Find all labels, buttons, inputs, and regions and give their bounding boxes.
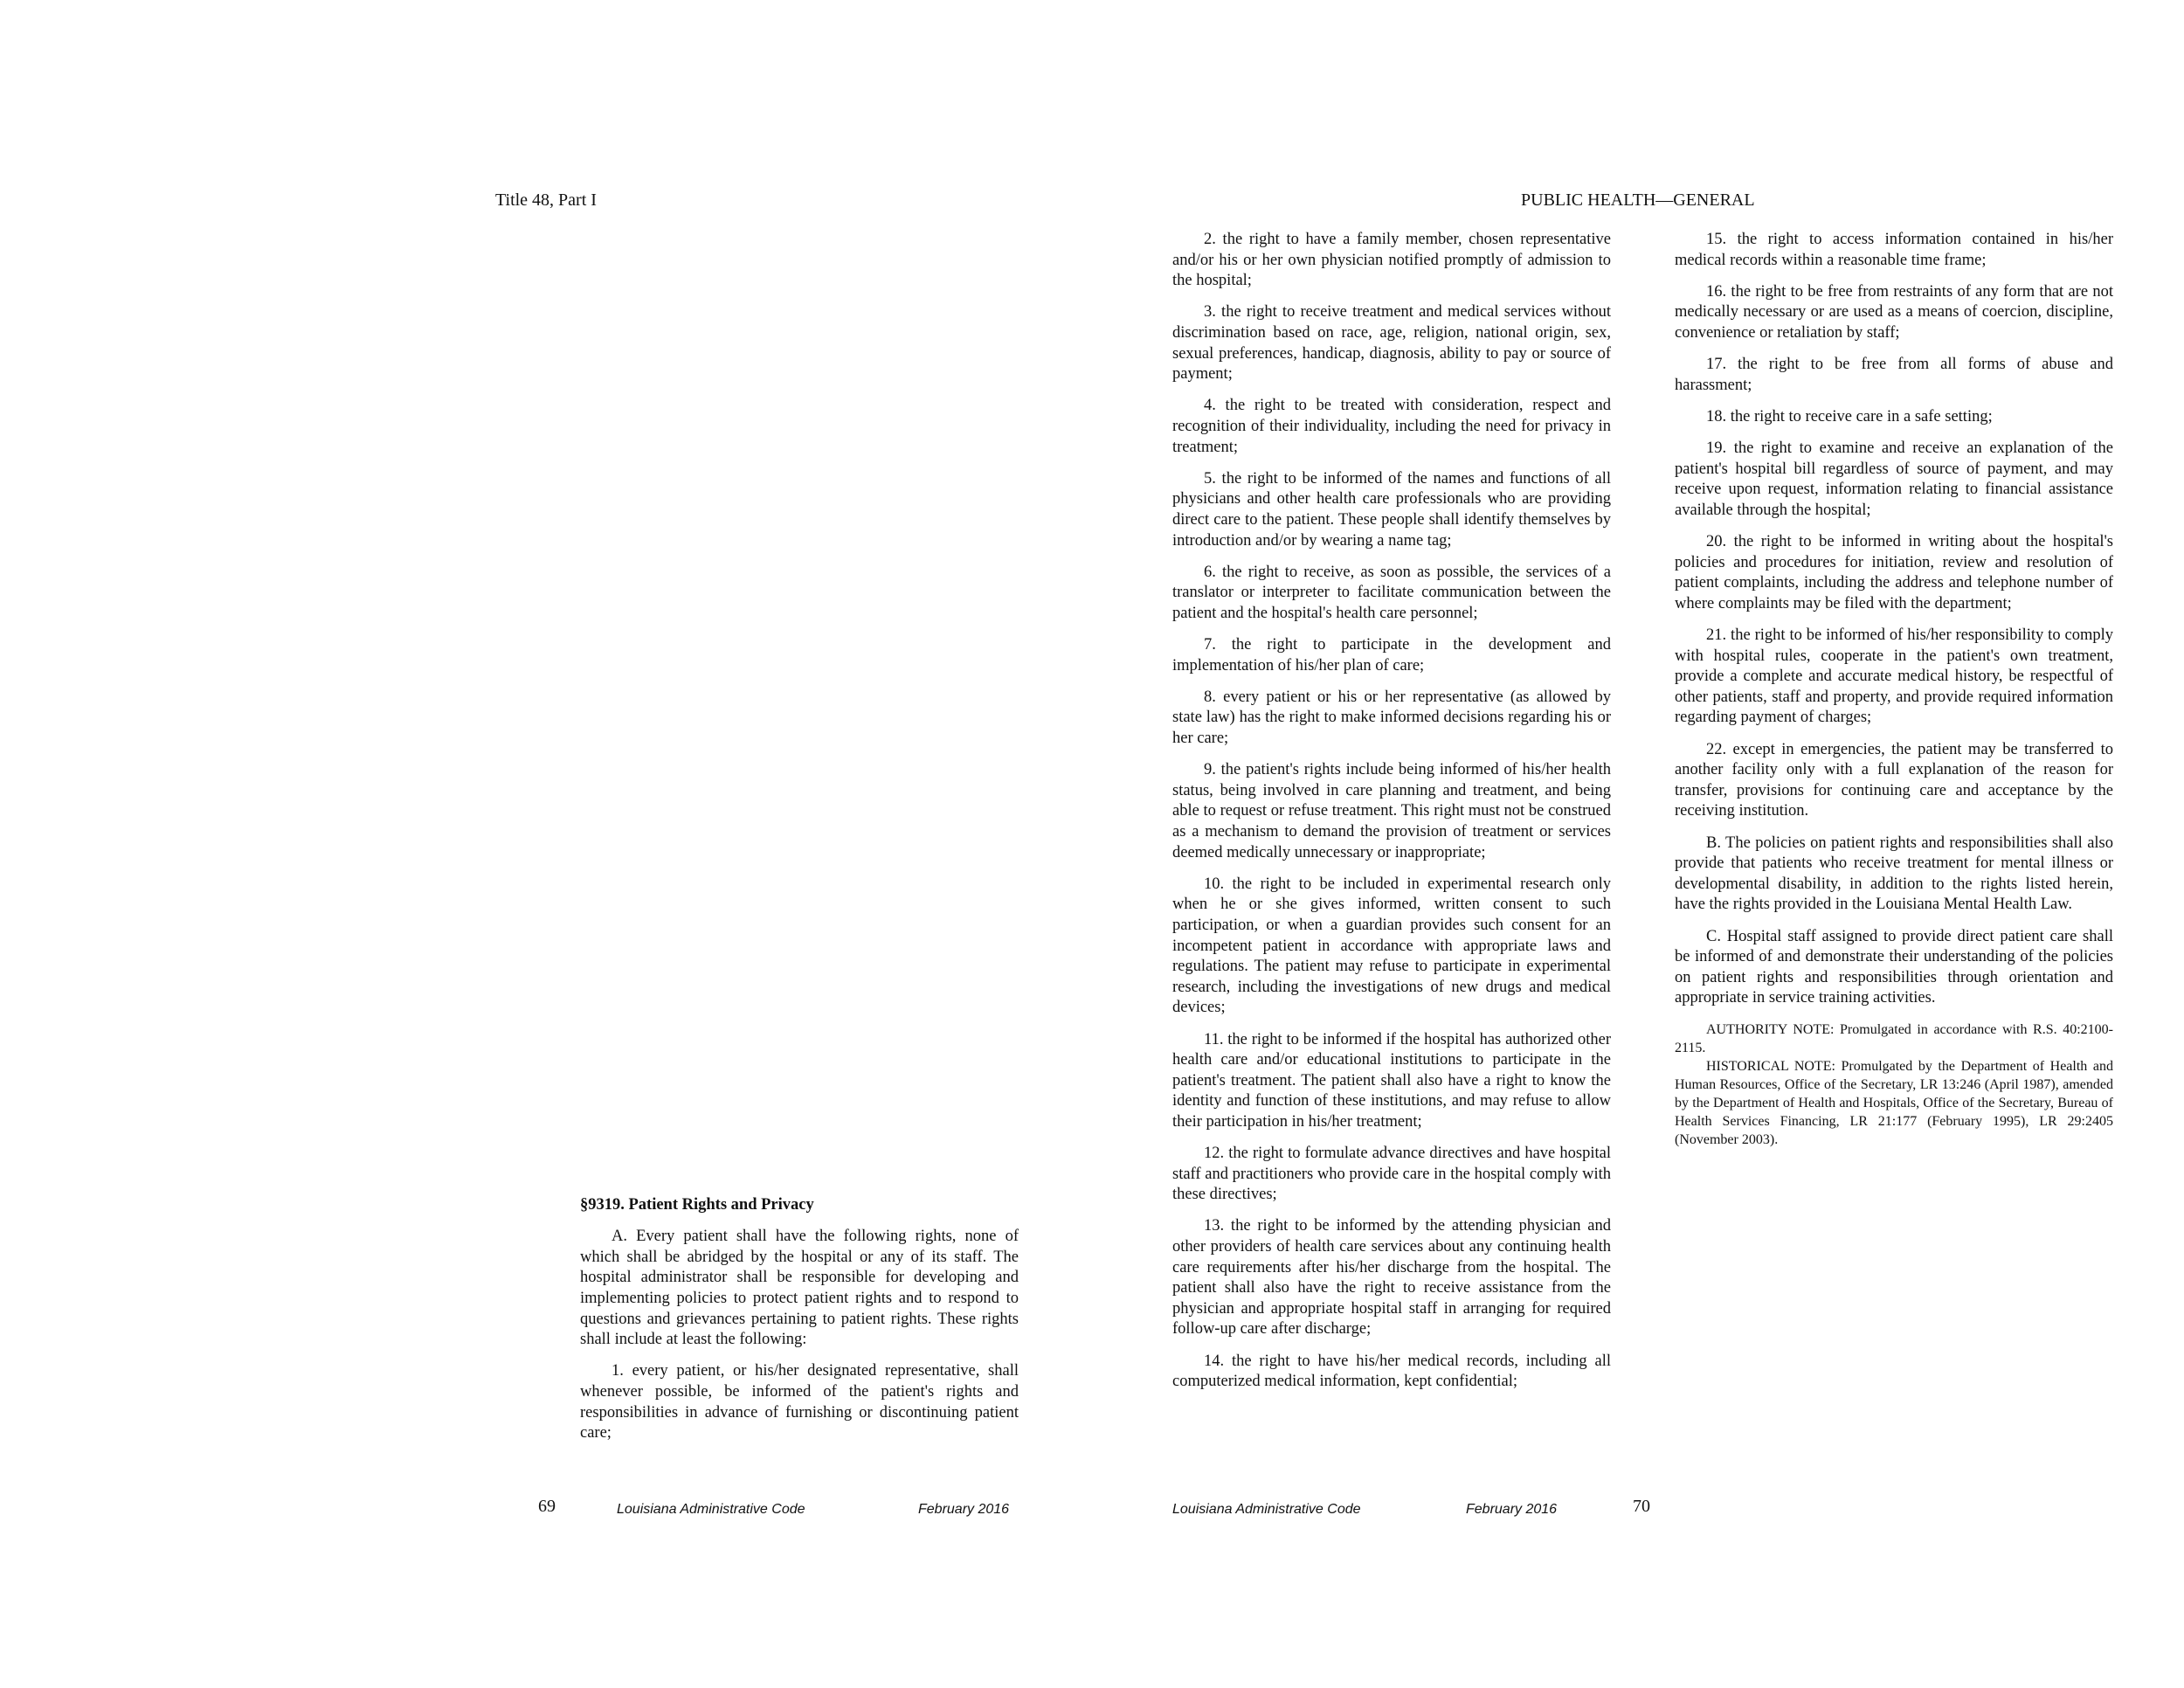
right-item-16: 16. the right to be free from restraints of any form that are not medically necessary or are used as a means of coercion, discipline, convenience or retaliation by staff; [1675, 282, 2113, 342]
right-item-14: 14. the right to have his/her medical records, including all computerized medical information, kept confidential; [1172, 1352, 1611, 1391]
right-item-10: 10. the right to be included in experimental research only when he or she gives informed, written consent to such participation, or when a guardian provides such consent for an incompetent patient in accordance with appropriate laws and regulations. The patient may refuse to participate in experimental research, including the investigations of new drugs and medical devices; [1172, 875, 1611, 1017]
right-item-6: 6. the right to receive, as soon as possible, the services of a translator or interpreter to facilitate communication between the patient and the hospital's health care personnel; [1172, 563, 1611, 622]
right-page-column-2 [1675, 230, 2113, 1149]
footer-code-name-right: Louisiana Administrative Code [1172, 1502, 1361, 1517]
right-item-19: 19. the right to examine and receive an explanation of the patient's hospital bill regardless of source of payment, and may receive upon request, information relating to financial assistance available through the hospital; [1675, 439, 2113, 519]
right-item-4: 4. the right to be treated with consideration, respect and recognition of their individuality, including the need for privacy in treatment; [1172, 397, 1611, 456]
page-number-right: 70 [1633, 1497, 1650, 1516]
right-item-12: 12. the right to formulate advance directives and have hospital staff and practitioners who provide care in the hospital comply with these directives; [1172, 1145, 1611, 1204]
right-item-21: 21. the right to be informed of his/her responsibility to comply with hospital rules, cooperate in the patient's own treatment, provide a complete and accurate medical history, be respectful of other patients, staff and property, and provide required information regarding payment of charges; [1675, 626, 2113, 727]
paragraph-b: B. The policies on patient rights and responsibilities shall also provide that patients who receive treatment for mental illness or developmental disability, in addition to the rights listed herein, have the rights provided in the Louisiana Mental Health Law. [1675, 834, 2113, 914]
right-item-1: 1. every patient, or his/her designated representative, shall whenever possible, be informed of the patient's rights and responsibilities in advance of furnishing or discontinuing patient care; [580, 1362, 1019, 1442]
right-item-15: 15. the right to access information contained in his/her medical records within a reasonable time frame; [1675, 231, 2113, 269]
footer-date-left: February 2016 [918, 1502, 1010, 1517]
right-item-2: 2. the right to have a family member, chosen representative and/or his or her own physician notified promptly of admission to the hospital; [1172, 231, 1611, 290]
right-item-13: 13. the right to be informed by the attending physician and other providers of health care services about any continuing health care requirements after his/her discharge from the hospital. The patient shall also have the right to receive assistance from the physician and appropriate hospital staff in arranging for required follow-up care after discharge; [1172, 1217, 1611, 1339]
right-item-11: 11. the right to be informed if the hospital has authorized other health care and/or educational institutions to participate in the patient's treatment. The patient shall also have a right to know the identity and function of these institutions, and may refuse to allow their participation in his/her treatment; [1172, 1030, 1611, 1131]
right-item-3: 3. the right to receive treatment and medical services without discrimination based on race, age, religion, national origin, sex, sexual preferences, handicap, diagnosis, ability to pay or source of payment; [1172, 303, 1611, 384]
authority-note: AUTHORITY NOTE: Promulgated in accordance with R.S. 40:2100-2115. [1675, 1021, 2113, 1055]
right-item-9: 9. the patient's rights include being informed of his/her health status, being involved in care planning and treatment, and being able to request or refuse treatment. This right must not be construed as a mechanism to demand the provision of treatment or services deemed medically unnecessary or inappropriate; [1172, 761, 1611, 861]
page-number-left: 69 [538, 1497, 556, 1516]
right-item-7: 7. the right to participate in the development and implementation of his/her plan of care; [1172, 636, 1611, 675]
notes-block [1675, 1020, 2113, 1149]
paragraph-c: C. Hospital staff assigned to provide direct patient care shall be informed of and demonstrate their understanding of the policies on patient rights and responsibilities through orientation and appropriate in service training activities. [1675, 927, 2113, 1007]
section-intro-paragraph: A. Every patient shall have the following rights, none of which shall be abridged by the hospital or any of its staff. The hospital administrator shall be responsible for developing and implementing policies to protect patient rights and to respond to questions and grievances pertaining to patient rights. These rights shall include at least the following: [580, 1228, 1019, 1349]
left-page-column [580, 1195, 1019, 1455]
running-header-right: PUBLIC HEALTH—GENERAL [1521, 190, 1755, 210]
right-item-17: 17. the right to be free from all forms of abuse and harassment; [1675, 356, 2113, 394]
historical-note: HISTORICAL NOTE: Promulgated by the Department of Health and Human Resources, Office of the Secretary, LR 13:246 (April 1987), amended by the Department of Health and Hospitals, Office of the Secretary, Bureau of Health Services Financing, LR 21:177 (February 1995), LR 29:2405 (November 2003). [1675, 1058, 2113, 1147]
right-item-20: 20. the right to be informed in writing about the hospital's policies and procedures for initiation, review and resolution of patient complaints, including the address and telephone number of where complaints may be filed with the department; [1675, 533, 2113, 612]
footer-code-name-left: Louisiana Administrative Code [617, 1502, 805, 1517]
right-item-18: 18. the right to receive care in a safe setting; [1706, 407, 1993, 425]
section-heading: §9319. Patient Rights and Privacy [580, 1196, 814, 1214]
right-item-8: 8. every patient or his or her representative (as allowed by state law) has the right to make informed decisions regarding his or her care; [1172, 688, 1611, 748]
footer-date-right: February 2016 [1466, 1502, 1558, 1517]
running-header-left: Title 48, Part I [495, 190, 597, 210]
right-page-column-1 [1172, 230, 1611, 1403]
right-item-22: 22. except in emergencies, the patient may be transferred to another facility only with a full explanation of the reason for transfer, provisions for continuing care and acceptance by the receiving institution. [1675, 740, 2113, 820]
right-item-5: 5. the right to be informed of the names and functions of all physicians and other health care professionals who are providing direct care to the patient. These people shall identify themselves by introduction and/or by wearing a name tag; [1172, 469, 1611, 550]
